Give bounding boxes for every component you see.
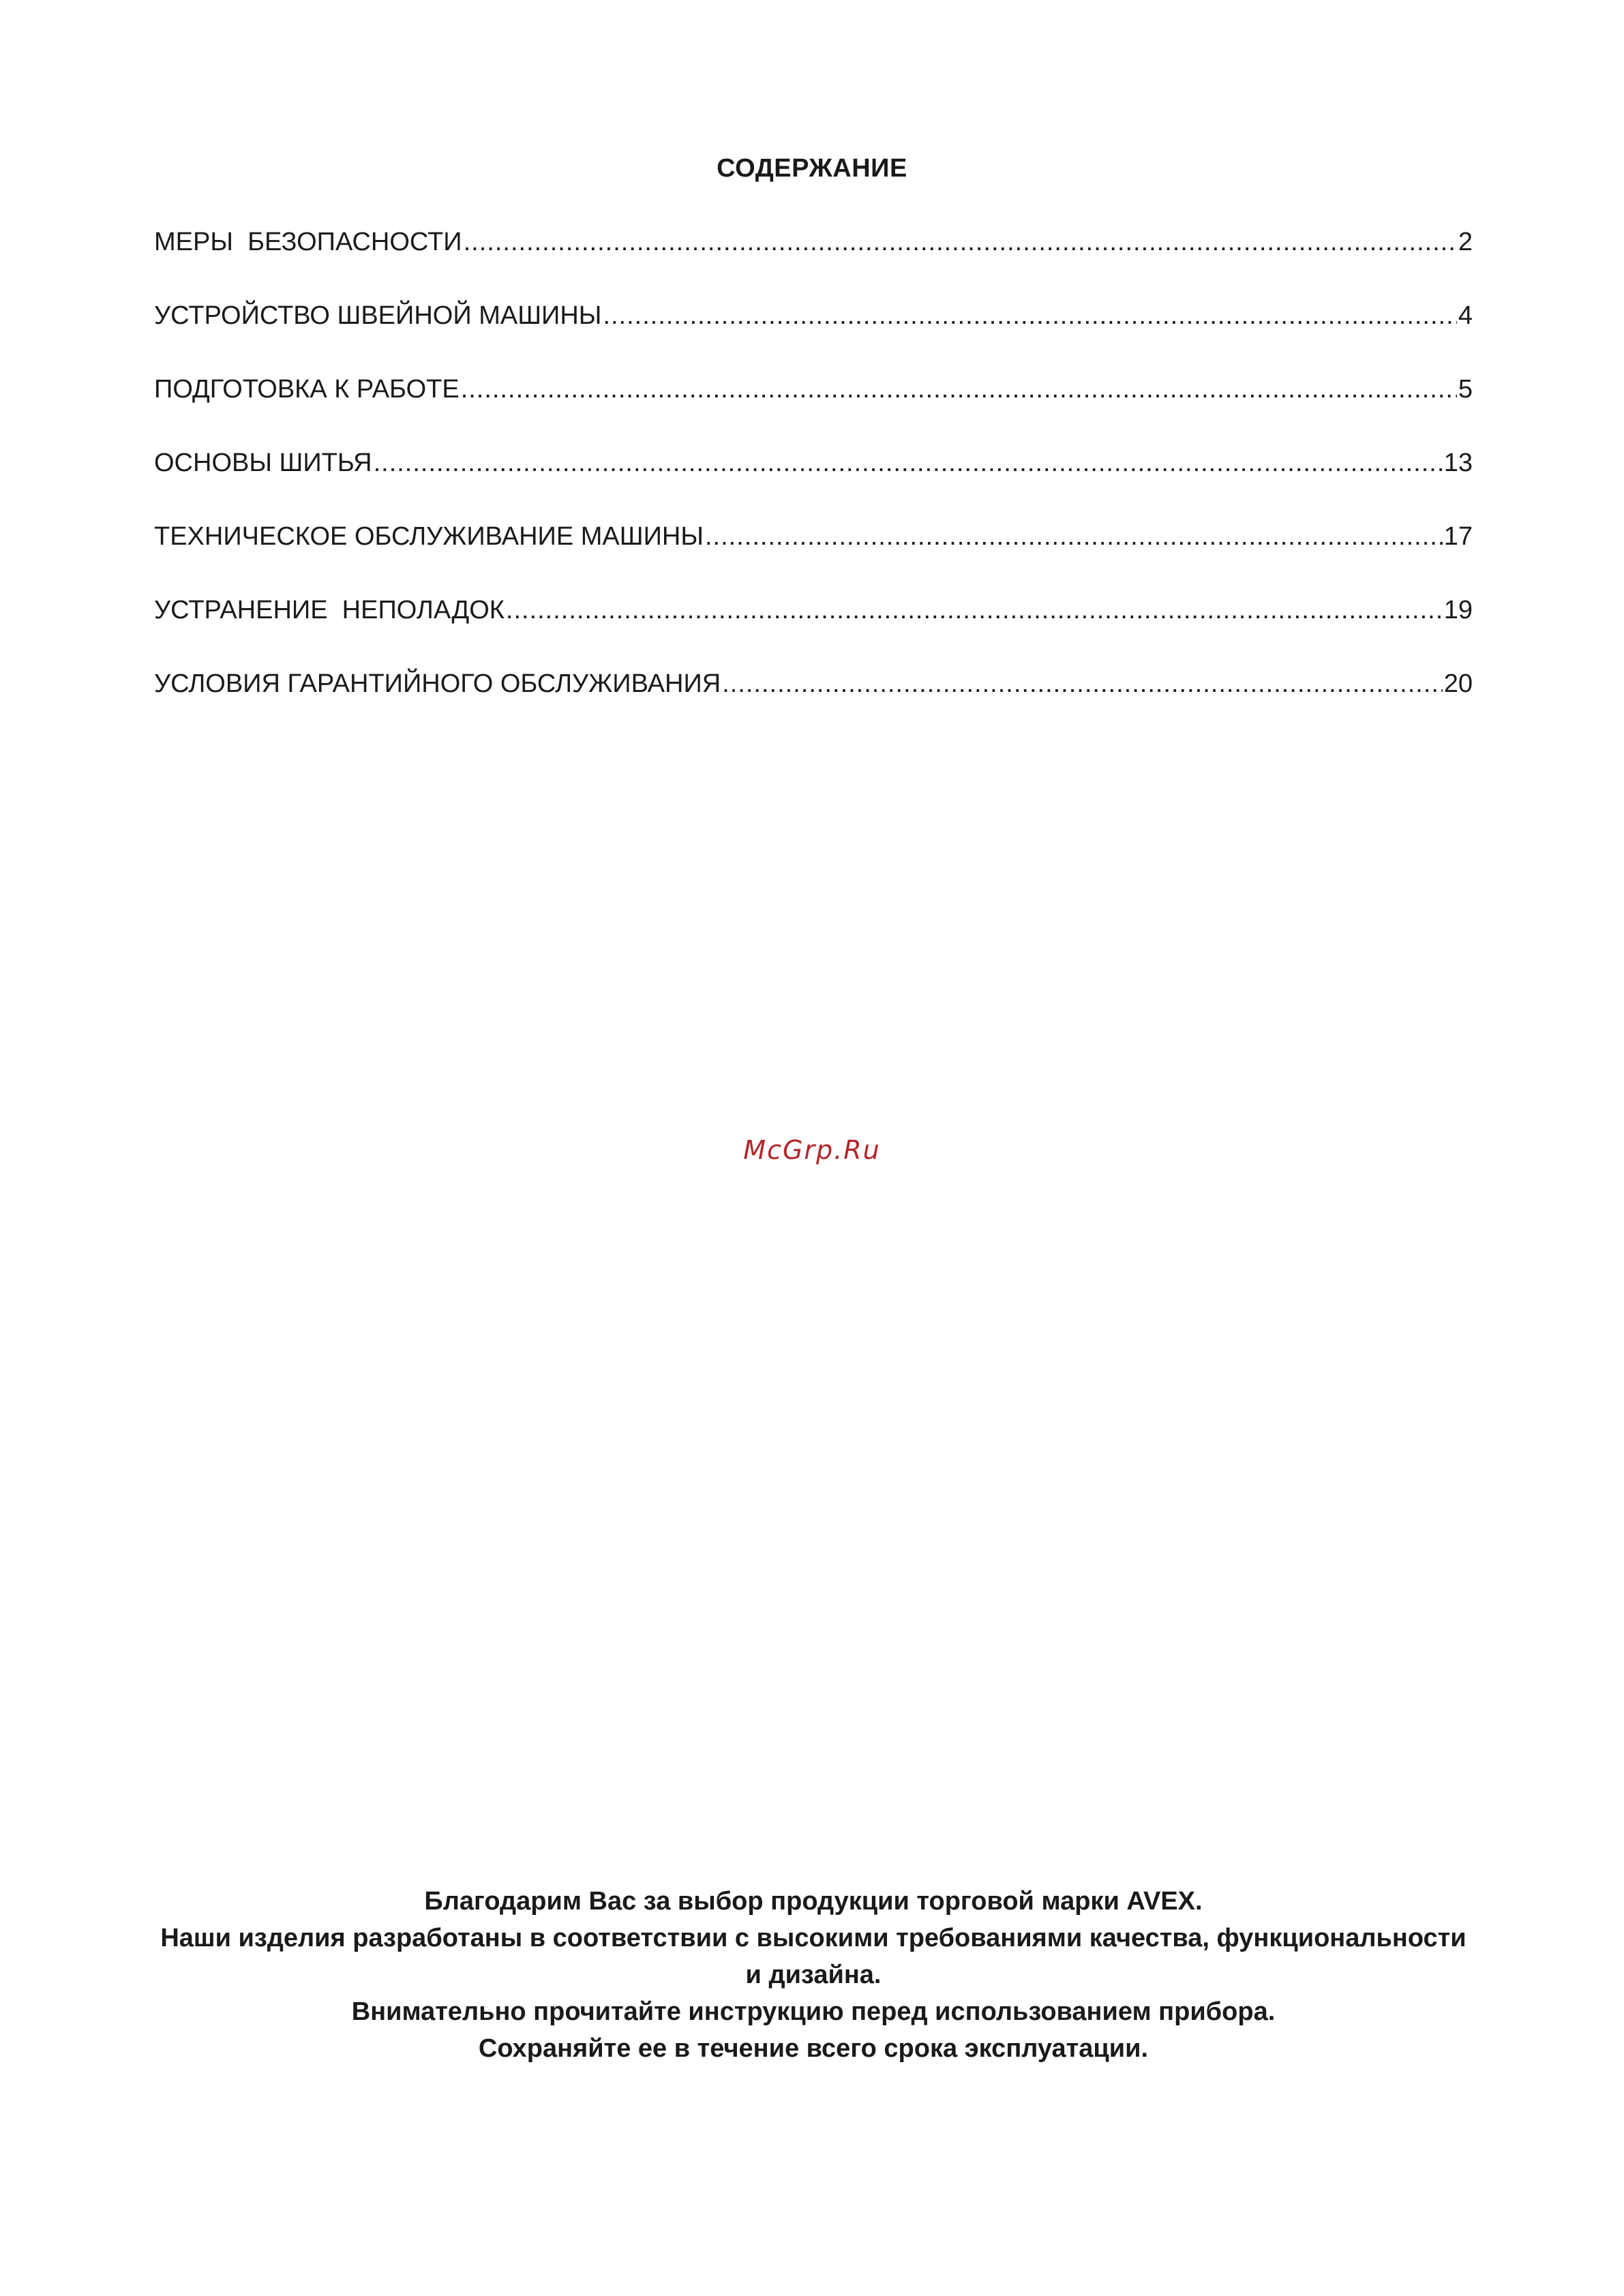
quality-line: Наши изделия разработаны в соответствии с высокими требованиями качества, функциональности и дизайна. — [160, 1924, 1467, 1989]
toc-item-warranty[interactable] — [154, 667, 1473, 740]
toc-item-label: УСТРОЙСТВО ШВЕЙНОЙ МАШИНЫ — [154, 301, 602, 330]
toc-item-label: УСЛОВИЯ ГАРАНТИЙНОГО ОБСЛУЖИВАНИЯ — [154, 669, 721, 698]
toc-item-page: 2 — [1458, 228, 1473, 256]
toc-item-safety[interactable] — [154, 225, 1473, 299]
toc-leader-dots — [722, 667, 1443, 701]
toc-title: СОДЕРЖАНИЕ — [717, 154, 907, 183]
toc-item-machine-structure[interactable] — [154, 299, 1473, 372]
toc-item-label: УСТРАНЕНИЕ НЕПОЛАДОК — [154, 596, 505, 624]
toc-item-label: МЕРЫ БЕЗОПАСНОСТИ — [154, 228, 462, 256]
toc-item-label: ТЕХНИЧЕСКОЕ ОБСЛУЖИВАНИЕ МАШИНЫ — [154, 522, 704, 551]
toc-item-label: ОСНОВЫ ШИТЬЯ — [154, 449, 372, 477]
toc-leader-dots — [705, 519, 1443, 554]
toc-item-label: ПОДГОТОВКА К РАБОТЕ — [154, 375, 460, 404]
toc-item-page: 19 — [1443, 596, 1473, 624]
toc-item-page: 20 — [1443, 669, 1473, 698]
watermark: McGrp.Ru — [743, 1135, 881, 1165]
thank-you-note — [154, 1883, 1473, 2067]
toc-item-page: 4 — [1458, 301, 1473, 330]
toc-leader-dots — [464, 225, 1457, 259]
toc-leader-dots — [506, 593, 1443, 627]
toc-leader-dots — [603, 299, 1456, 333]
toc-leader-dots — [374, 446, 1443, 480]
keep-instructions-line: Сохраняйте ее в течение всего срока эксплуатации. — [478, 2034, 1149, 2063]
read-instructions-line: Внимательно прочитайте инструкцию перед использованием прибора. — [351, 1997, 1276, 2026]
toc-item-sewing-basics[interactable] — [154, 446, 1473, 519]
toc-item-troubleshooting[interactable] — [154, 593, 1473, 667]
toc-item-maintenance[interactable] — [154, 519, 1473, 593]
toc-leader-dots — [461, 372, 1457, 406]
toc-item-page: 17 — [1443, 522, 1473, 551]
toc-item-preparation[interactable] — [154, 372, 1473, 446]
toc-item-page: 13 — [1443, 449, 1473, 477]
toc-list — [154, 225, 1473, 740]
toc-item-page: 5 — [1458, 375, 1473, 404]
thank-you-line: Благодарим Вас за выбор продукции торговой марки AVEX. — [424, 1887, 1203, 1916]
